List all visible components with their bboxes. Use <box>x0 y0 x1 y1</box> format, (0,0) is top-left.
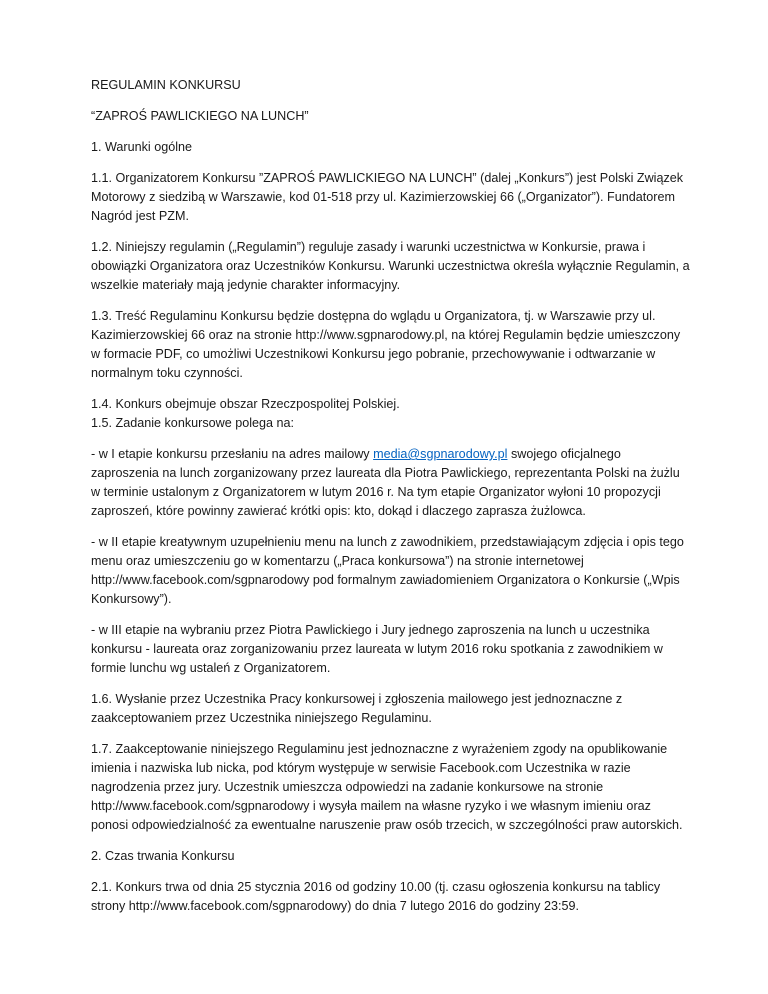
section-1-heading: 1. Warunki ogólne <box>91 140 193 154</box>
stage-1-paragraph <box>91 445 691 521</box>
section-2-heading: 2. Czas trwania Konkursu <box>91 849 235 863</box>
paragraph-1-6: 1.6. Wysłanie przez Uczestnika Pracy konkursowej i zgłoszenia mailowego jest jednoznaczne z zaakceptowaniem przez Uczestnika niniejszego Regulaminu. <box>91 692 623 725</box>
stage-1-text-end: swojego oficjalnego zaproszenia na lunch zorganizowany przez laureata dla Piotra Pawlickiego, reprezentanta Polski na żużlu w terminie ustalonym z Organizatorem w lutym 2016 r. Na tym etapie Organizator wyłoni 10 propozycji zaproszeń, które powinny zawierać krótki opis: kto, dokąd i dlaczego zaprasza żużlowca. <box>91 447 680 518</box>
document-title: REGULAMIN KONKURSU <box>91 78 241 92</box>
stage-1-text-start: - w I etapie konkursu przesłaniu na adres mailowy <box>91 447 374 461</box>
paragraph-1-2: 1.2. Niniejszy regulamin („Regulamin”) reguluje zasady i warunki uczestnictwa w Konkursie, prawa i obowiązki Organizatora oraz Uczestników Konkursu. Warunki uczestnictwa określa wyłącznie Regulamin, a wszelkie materiały mają jedynie charakter informacyjny. <box>91 240 690 292</box>
paragraph-1-1: 1.1. Organizatorem Konkursu ”ZAPROŚ PAWLICKIEGO NA LUNCH” (dalej „Konkurs”) jest Polski Związek Motorowy z siedzibą w Warszawie, kod 01-518 przy ul. Kazimierzowskiej 66 („Organizator”). Fundatorem Nagród jest PZM. <box>91 171 684 223</box>
paragraph-1-5: 1.5. Zadanie konkursowe polega na: <box>91 416 295 430</box>
document-page <box>91 76 691 928</box>
paragraph-1-3: 1.3. Treść Regulaminu Konkursu będzie dostępna do wglądu u Organizatora, tj. w Warszawie przy ul. Kazimierzowskiej 66 oraz na stronie http://www.sgpnarodowy.pl, na której Regulamin będzie umieszczony w formacie PDF, co umożliwi Uczestnikowi Konkursu jego pobranie, przechowywanie i odtwarzanie w normalnym toku czynności. <box>91 309 681 380</box>
stage-2-paragraph: - w II etapie kreatywnym uzupełnieniu menu na lunch z zawodnikiem, przedstawiającym zdjęcia i opis tego menu oraz umieszczeniu go w komentarzu („Praca konkursowa”) na stronie internetowej http://www.facebook.com/sgpnarodowy pod formalnym zawiadomieniem Organizatora o Konkursie („Wpis Konkursowy”). <box>91 535 684 606</box>
contest-name: “ZAPROŚ PAWLICKIEGO NA LUNCH” <box>91 109 309 123</box>
paragraph-1-7: 1.7. Zaakceptowanie niniejszego Regulaminu jest jednoznaczne z wyrażeniem zgody na opublikowanie imienia i nazwiska lub nicka, pod którym występuje w serwisie Facebook.com Uczestnika w razie nagrodzenia przez jury. Uczestnik umieszcza odpowiedzi na zadanie konkursowe na stronie http://www.facebook.com/sgpnarodowy i wysyła mailem na własne ryzyko i we własnym imieniu oraz ponosi odpowiedzialność za ewentualne naruszenie praw osób trzecich, w szczególności praw autorskich. <box>91 742 683 832</box>
stage-3-paragraph: - w III etapie na wybraniu przez Piotra Pawlickiego i Jury jednego zaproszenia na lunch u uczestnika konkursu - laureata oraz zorganizowaniu przez laureata w lutym 2016 roku spotkania z zawodnikiem w formie lunchu wg ustaleń z Organizatorem. <box>91 623 663 675</box>
paragraph-2-1: 2.1. Konkurs trwa od dnia 25 stycznia 2016 od godziny 10.00 (tj. czasu ogłoszenia konkursu na tablicy strony http://www.facebook.com/sgpnarodowy) do dnia 7 lutego 2016 do godziny 23:59. <box>91 880 661 913</box>
paragraph-1-4: 1.4. Konkurs obejmuje obszar Rzeczpospolitej Polskiej. <box>91 397 400 411</box>
email-link[interactable]: media@sgpnarodowy.pl <box>373 447 508 461</box>
